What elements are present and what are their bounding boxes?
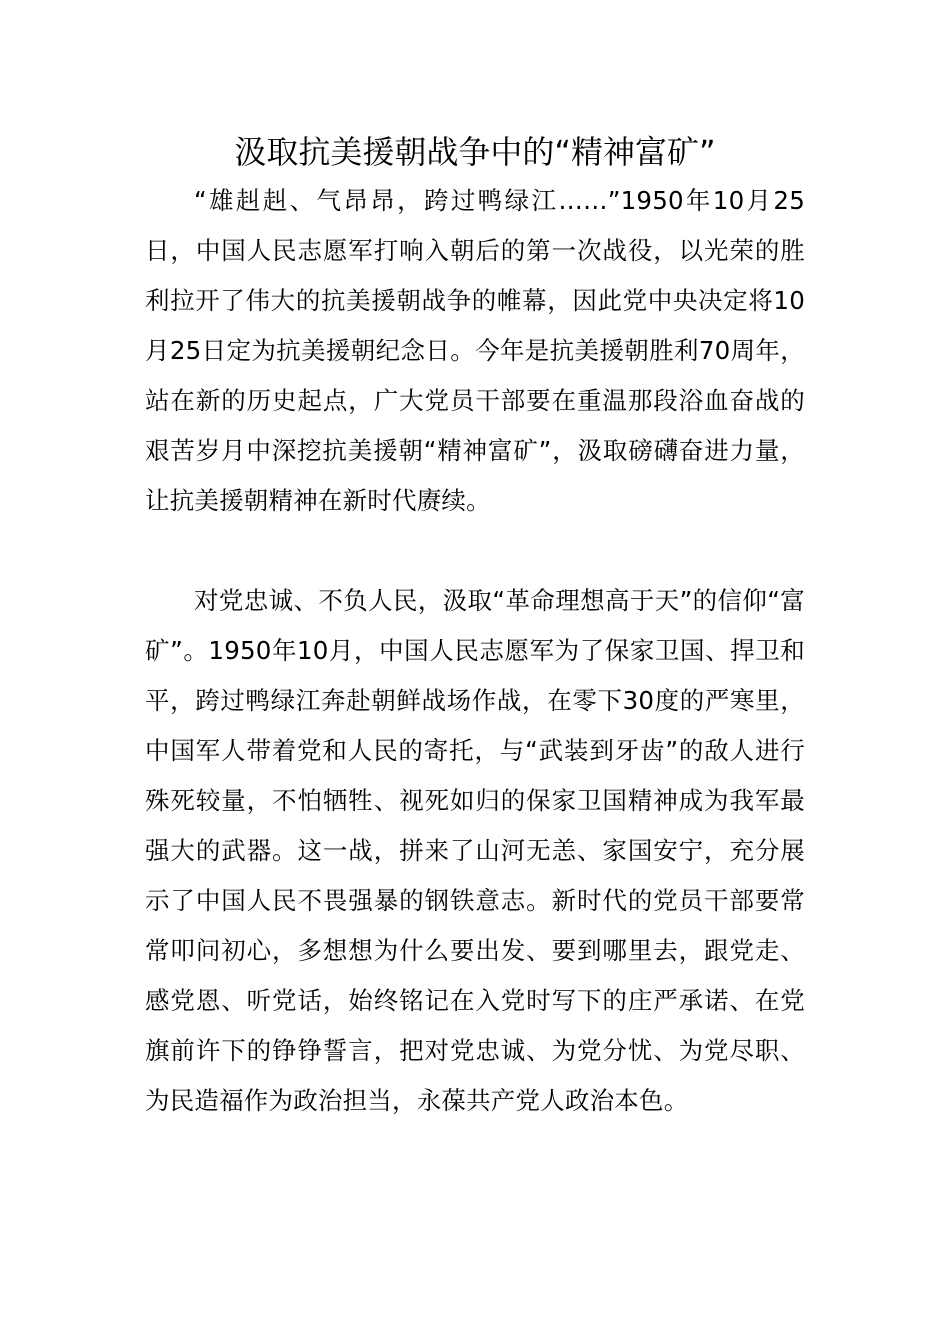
paragraph-intro: “雄赳赳、气昂昂，跨过鸭绿江……”1950年10月25日，中国人民志愿军打响入朝后的第一次战役，以光荣的胜利拉开了伟大的抗美援朝战争的帷幕，因此党中央决定将10月25日定为抗美援朝纪念日。今年是抗美援朝胜利70周年，站在新的历史起点，广大党员干部要在重温那段浴血奋战的艰苦岁月中深挖抗美援朝“精神富矿”，汲取磅礴奋进力量，让抗美援朝精神在新时代赓续。 [145, 186, 805, 515]
document-title: 汲取抗美援朝战争中的“精神富矿” [234, 133, 716, 171]
paragraph-loyalty: 对党忠诚、不负人民，汲取“革命理想高于天”的信仰“富矿”。1950年10月，中国人民志愿军为了保家卫国、捍卫和平，跨过鸭绿江奔赴朝鲜战场作战，在零下30度的严寒里，中国军人带着党和人民的寄托，与“武装到牙齿”的敌人进行殊死较量，不怕牺牲、视死如归的保家卫国精神成为我军最强大的武器。这一战，拼来了山河无恙、家国安宁，充分展示了中国人民不畏强暴的钢铁意志。新时代的党员干部要常常叩问初心，多想想为什么要出发、要到哪里去，跟党走、感党恩、听党话，始终铭记在入党时写下的庄严承诺、在党旗前许下的铮铮誓言，把对党忠诚、为党分忧、为党尽职、为民造福作为政治担当，永葆共产党人政治本色。 [145, 586, 805, 1115]
